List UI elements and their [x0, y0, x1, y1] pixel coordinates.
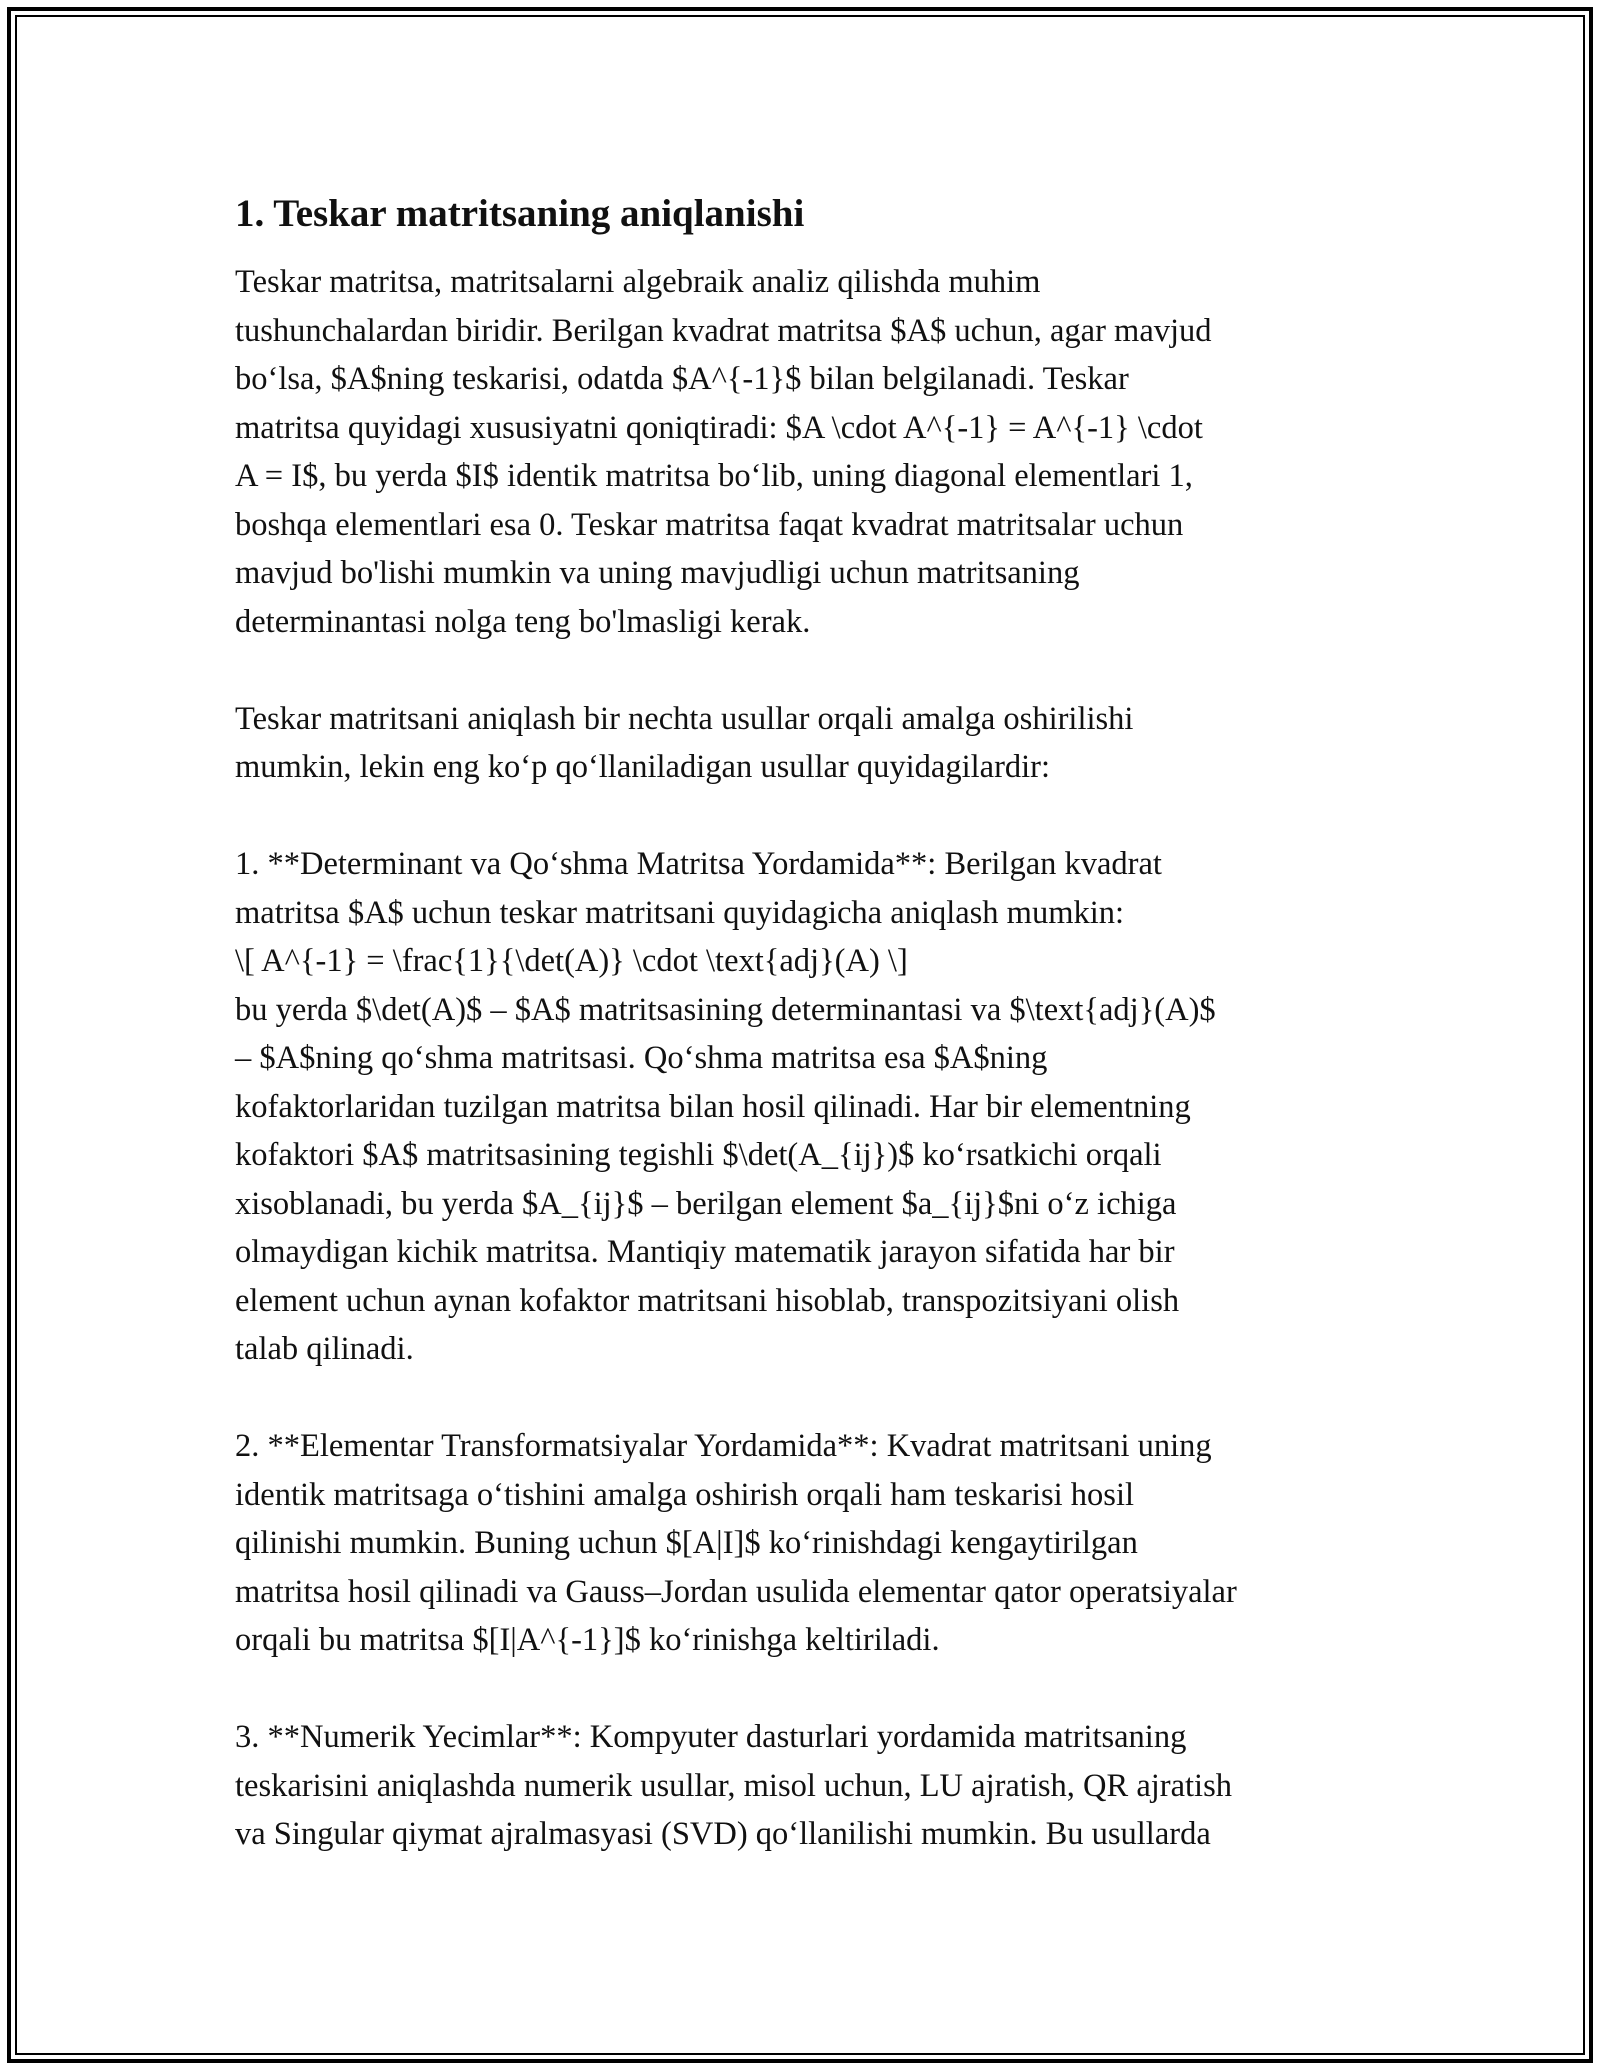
text-line: Teskar matritsani aniqlash bir nechta usullar orqali amalga oshirilishi [235, 700, 1134, 737]
text-line: matritsa $A$ uchun teskar matritsani quyidagicha aniqlash mumkin: [235, 894, 1125, 931]
document-body [235, 188, 1375, 1907]
paragraph-method-1 [235, 840, 1375, 1374]
text-line: xisoblanadi, bu yerda $A_{ij}$ – berilgan element $a_{ij}$ni o‘z ichiga [235, 1185, 1177, 1222]
paragraph-definition [235, 258, 1375, 646]
text-line: matritsa quyidagi xususiyatni qoniqtiradi: $A \cdot A^{-1} = A^{-1} \cdot [235, 409, 1203, 446]
text-line: 1. **Determinant va Qo‘shma Matritsa Yordamida**: Berilgan kvadrat [235, 846, 1162, 882]
text-line: orqali bu matritsa $[I|A^{-1}]$ ko‘rinishga keltiriladi. [235, 1622, 940, 1658]
text-line: 2. **Elementar Transformatsiyalar Yordamida**: Kvadrat matritsani uning [235, 1428, 1212, 1464]
text-line: A = I$, bu yerda $I$ identik matritsa bo‘lib, uning diagonal elementlari 1, [235, 458, 1193, 494]
text-line: boshqa elementlari esa 0. Teskar matritsa faqat kvadrat matritsalar uchun [235, 506, 1184, 543]
text-line: 3. **Numerik Yecimlar**: Kompyuter dasturlari yordamida matritsaning [235, 1719, 1187, 1755]
text-line: mavjud bo'lishi mumkin va uning mavjudligi uchun matritsaning [235, 555, 1080, 591]
text-line: kofaktori $A$ matritsasining tegishli $\det(A_{ij})$ ko‘rsatkichi orqali [235, 1137, 1162, 1173]
section-heading: 1. Teskar matritsaning aniqlanishi [235, 192, 805, 235]
text-line: va Singular qiymat ajralmasyasi (SVD) qo‘llanilishi mumkin. Bu usullarda [235, 1816, 1211, 1852]
text-line: identik matritsaga o‘tishini amalga oshirish orqali ham teskarisi hosil [235, 1476, 1135, 1513]
text-line: talab qilinadi. [235, 1331, 414, 1367]
text-line: element uchun aynan kofaktor matritsani hisoblab, transpozitsiyani olish [235, 1282, 1180, 1319]
formula-line: \[ A^{-1} = \frac{1}{\det(A)} \cdot \text{adj}(A) \] [235, 943, 908, 979]
text-line: kofaktorlaridan tuzilgan matritsa bilan hosil qilinadi. Har bir elementning [235, 1088, 1191, 1125]
text-line: teskarisini aniqlashda numerik usullar, misol uchun, LU ajratish, QR ajratish [235, 1767, 1232, 1804]
text-line: bu yerda $\det(A)$ – $A$ matritsasining determinantasi va $\text{adj}(A)$ [235, 991, 1216, 1028]
text-line: qilinishi mumkin. Buning uchun $[A|I]$ ko‘rinishdagi kengaytirilgan [235, 1525, 1138, 1561]
text-line: Teskar matritsa, matritsalarni algebraik analiz qilishda muhim [235, 264, 1041, 300]
text-line: bo‘lsa, $A$ning teskarisi, odatda $A^{-1}$ bilan belgilanadi. Teskar [235, 361, 1129, 397]
text-line: olmaydigan kichik matritsa. Mantiqiy matematik jarayon sifatida har bir [235, 1234, 1175, 1270]
paragraph-method-3 [235, 1713, 1375, 1859]
paragraph-methods-intro [235, 695, 1375, 792]
text-line: matritsa hosil qilinadi va Gauss–Jordan usulida elementar qator operatsiyalar [235, 1573, 1237, 1610]
text-line: determinantasi nolga teng bo'lmasligi kerak. [235, 603, 811, 640]
paragraph-method-2 [235, 1422, 1375, 1665]
text-line: mumkin, lekin eng ko‘p qo‘llaniladigan usullar quyidagilardir: [235, 749, 1051, 785]
text-line: – $A$ning qo‘shma matritsasi. Qo‘shma matritsa esa $A$ning [235, 1040, 1048, 1076]
text-line: tushunchalardan biridir. Berilgan kvadrat matritsa $A$ uchun, agar mavjud [235, 312, 1212, 349]
